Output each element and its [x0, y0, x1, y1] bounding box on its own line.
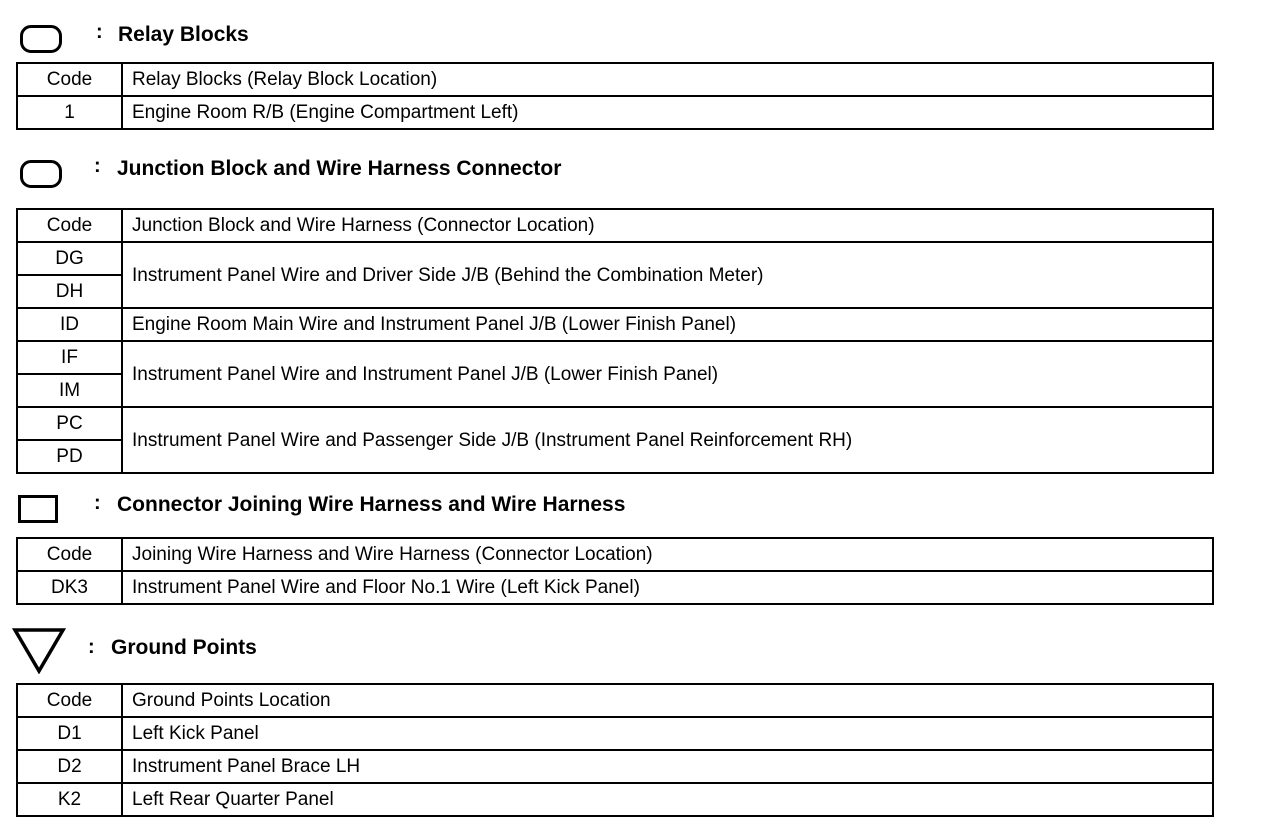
table-row [17, 242, 1213, 275]
colon: : [94, 155, 101, 177]
triangle-down-icon [12, 626, 66, 674]
junction-block-table [16, 208, 1214, 474]
relay-blocks-heading [0, 18, 900, 58]
desc-cell: Left Rear Quarter Panel [122, 783, 1213, 816]
desc-cell: Left Kick Panel [122, 717, 1213, 750]
desc-cell: Instrument Panel Brace LH [122, 750, 1213, 783]
code-cell: K2 [17, 783, 122, 816]
code-header: Code [17, 209, 122, 242]
section-title: Relay Blocks [118, 23, 249, 46]
table-row [17, 341, 1213, 374]
code-header: Code [17, 538, 122, 571]
table-row [17, 407, 1213, 440]
table-row [17, 571, 1213, 604]
table-row [17, 783, 1213, 816]
desc-header: Ground Points Location [122, 684, 1213, 717]
table-row [17, 96, 1213, 129]
code-header: Code [17, 684, 122, 717]
code-cell: PD [17, 440, 122, 473]
rounded-rect-icon [20, 160, 62, 188]
table-header-row [17, 684, 1213, 717]
desc-cell: Engine Room R/B (Engine Compartment Left) [122, 96, 1213, 129]
square-icon [18, 495, 58, 523]
desc-cell: Instrument Panel Wire and Passenger Side J/B (Instrument Panel Reinforcement RH) [122, 407, 1213, 473]
connector-joining-table [16, 537, 1214, 605]
code-cell: 1 [17, 96, 122, 129]
code-cell: DH [17, 275, 122, 308]
desc-header: Joining Wire Harness and Wire Harness (Connector Location) [122, 538, 1213, 571]
table-row [17, 308, 1213, 341]
table-row [17, 750, 1213, 783]
code-cell: ID [17, 308, 122, 341]
desc-header: Relay Blocks (Relay Block Location) [122, 63, 1213, 96]
table-header-row [17, 63, 1213, 96]
code-cell: DG [17, 242, 122, 275]
code-cell: IF [17, 341, 122, 374]
code-cell: PC [17, 407, 122, 440]
rounded-rect-icon [20, 25, 62, 53]
code-cell: D2 [17, 750, 122, 783]
relay-blocks-table [16, 62, 1214, 130]
code-cell: IM [17, 374, 122, 407]
code-cell: D1 [17, 717, 122, 750]
table-header-row [17, 538, 1213, 571]
colon: : [94, 492, 101, 514]
code-header: Code [17, 63, 122, 96]
desc-cell: Instrument Panel Wire and Driver Side J/B (Behind the Combination Meter) [122, 242, 1213, 308]
ground-points-heading [0, 626, 900, 666]
section-title: Connector Joining Wire Harness and Wire Harness [117, 493, 626, 516]
table-row [17, 717, 1213, 750]
section-title: Junction Block and Wire Harness Connector [117, 157, 562, 180]
ground-points-table [16, 683, 1214, 817]
colon: : [88, 636, 95, 658]
table-header-row [17, 209, 1213, 242]
desc-cell: Instrument Panel Wire and Instrument Panel J/B (Lower Finish Panel) [122, 341, 1213, 407]
desc-header: Junction Block and Wire Harness (Connector Location) [122, 209, 1213, 242]
connector-joining-heading [0, 490, 900, 530]
section-title: Ground Points [111, 636, 257, 659]
junction-block-heading [0, 152, 900, 192]
desc-cell: Instrument Panel Wire and Floor No.1 Wire (Left Kick Panel) [122, 571, 1213, 604]
code-cell: DK3 [17, 571, 122, 604]
desc-cell: Engine Room Main Wire and Instrument Panel J/B (Lower Finish Panel) [122, 308, 1213, 341]
colon: : [96, 21, 103, 43]
